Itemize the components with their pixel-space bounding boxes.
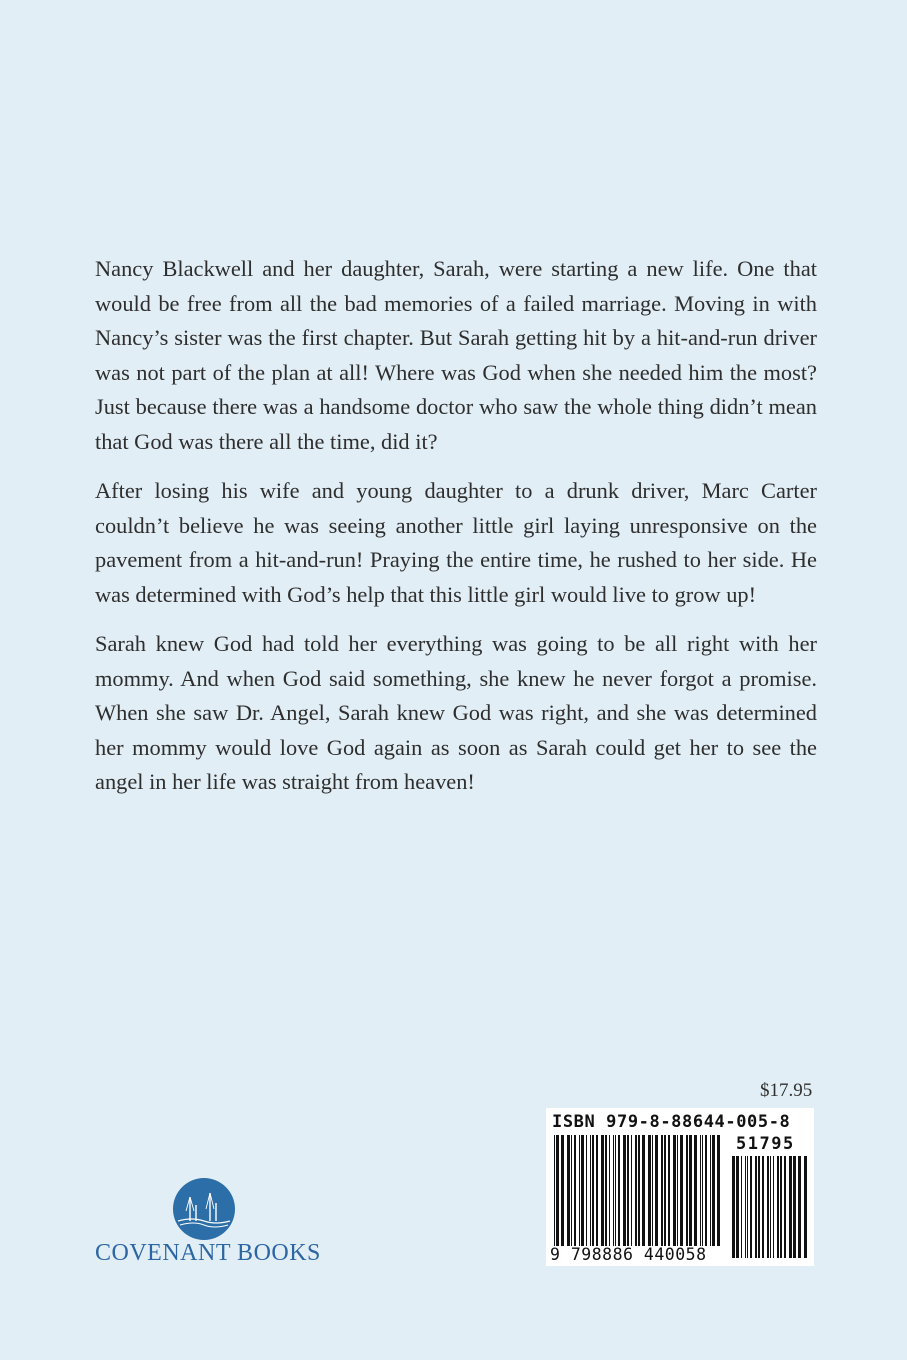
barcode-bar [561,1135,564,1246]
barcode-bar [770,1156,771,1258]
barcode-bar [590,1135,591,1246]
barcode-bar [554,1135,555,1246]
barcode-bar [556,1135,559,1246]
price-label: $17.95 [760,1080,813,1101]
barcode-bar [732,1156,735,1258]
barcode-bar [661,1135,663,1246]
barcode-bar [618,1135,620,1246]
barcode-bar [567,1135,570,1246]
barcode-bar [700,1135,701,1246]
barcode-bar [655,1135,658,1246]
back-cover-blurb [95,252,817,815]
barcode-bar [705,1135,707,1246]
barcode-bar [627,1135,629,1246]
publisher-name: COVENANT BOOKS [95,1240,321,1266]
barcode-bar [689,1135,692,1246]
barcode-bar [652,1135,653,1246]
barcode-bar [668,1135,670,1246]
barcode-bar [601,1135,604,1246]
barcode-bar [642,1135,645,1246]
barcode-bar [579,1135,580,1246]
barcode-addon-code: 51795 [736,1134,795,1154]
barcode-bar [762,1156,764,1258]
barcode-bar [664,1135,666,1246]
barcode-bar [694,1135,697,1246]
barcode-bar [613,1135,614,1246]
barcode-bar [638,1135,640,1246]
barcode-bar [586,1135,587,1246]
barcode-bar [773,1156,774,1258]
isbn-number: ISBN 979-8-88644-005-8 [552,1112,791,1132]
barcode-bar [571,1135,572,1246]
barcode-bar [750,1156,752,1258]
barcode-bar [780,1156,782,1258]
barcode-bar [755,1156,757,1258]
barcode-bar [680,1135,683,1246]
barcode-bar [745,1156,746,1258]
barcode-bar [635,1135,637,1246]
barcode-bar [596,1135,598,1246]
barcode-bar [605,1135,607,1246]
blurb-paragraph-1: Nancy Blackwell and her daughter, Sarah, were starting a new life. One that would be free from all the bad memories of a failed marriage. Moving in with Nancy’s sister was the first chapter. But Sarah getting hit by a hit-and-run driver was not part of the plan at all! Where was God when she needed him the most? Just because there was a handsome doctor who saw the whole thing didn’t mean that God was there all the time, did it? [95,256,817,454]
barcode-bar [767,1156,769,1258]
barcode-main-bars [554,1135,722,1246]
blurb-paragraph-3: Sarah knew God had told her everything was going to be all right with her mommy. And when God said something, she knew he never forgot a promise. When she saw Dr. Angel, Sarah knew God was right, and she was determined her mommy would love God again as soon as Sarah could get her to see the angel in her life was straight from heaven! [95,631,817,794]
barcode-bar [631,1135,632,1246]
barcode-bar [758,1156,760,1258]
barcode-bar [793,1156,796,1258]
barcode-bar [712,1135,715,1246]
barcode-bar [673,1135,676,1246]
barcode-bar [710,1135,711,1246]
barcode-bar [686,1135,688,1246]
barcode-bar [777,1156,779,1258]
barcode-bar [574,1135,576,1246]
barcode-bar [717,1135,720,1246]
barcode-bar [592,1135,594,1246]
barcode-bar [581,1135,584,1246]
barcode-bar [784,1156,786,1258]
covenant-books-logo-icon [172,1177,236,1241]
barcode-bar [702,1135,703,1246]
barcode-bar [648,1135,651,1246]
barcode-bar [804,1156,807,1258]
barcode-bar [736,1156,739,1258]
barcode-bar [615,1135,616,1246]
blurb-paragraph-2: After losing his wife and young daughter to a drunk driver, Marc Carter couldn’t believe he was seeing another little girl laying unresponsive on the pavement from a hit-and-run! Praying the entire time, he rushed to her side. He was determined with God’s help that this little girl would live to grow up! [95,478,817,607]
barcode-ean-digits: 9 798886 440058 [550,1245,707,1264]
barcode-bar [789,1156,792,1258]
barcode-bar [677,1135,678,1246]
barcode-bar [623,1135,626,1246]
barcode-bar [798,1156,801,1258]
barcode-bar [609,1135,610,1246]
barcode-addon-bars [732,1156,808,1258]
isbn-barcode [546,1108,814,1266]
barcode-bar [741,1156,742,1258]
barcode-bar [747,1156,748,1258]
